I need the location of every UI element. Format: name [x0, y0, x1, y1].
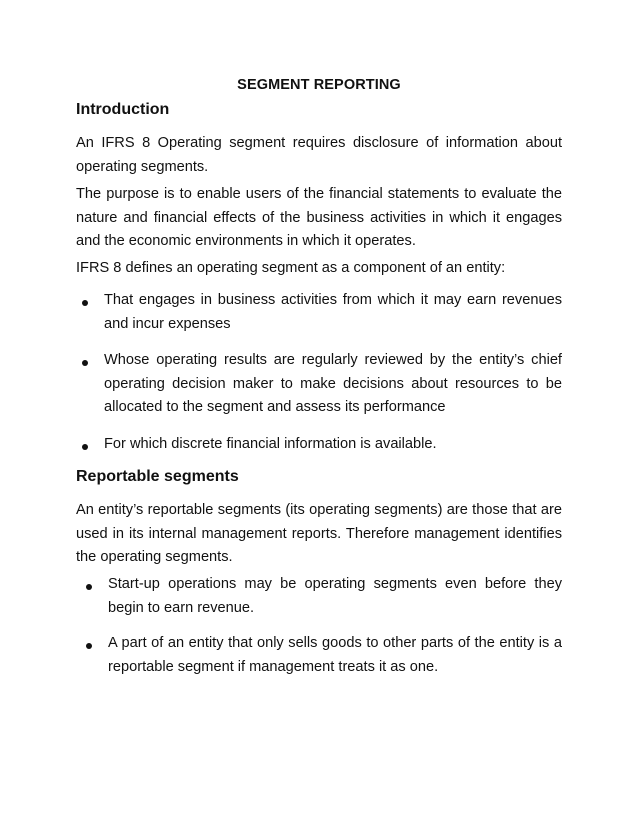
bullet-icon — [82, 300, 88, 306]
bullet-icon — [82, 360, 88, 366]
page-title: SEGMENT REPORTING — [237, 77, 401, 93]
section-heading-introduction: Introduction — [76, 101, 170, 118]
intro-bullet-3: For which discrete financial information is available. — [104, 436, 437, 452]
bullet-icon — [86, 643, 92, 649]
intro-paragraph-1: An IFRS 8 Operating segment requires disclosure of information about operating segments. — [76, 135, 562, 175]
reportable-paragraph-1: An entity’s reportable segments (its operating segments) are those that are used in its internal management reports. Therefore management identifies the operating segments. — [76, 502, 562, 565]
intro-paragraph-2: The purpose is to enable users of the financial statements to evaluate the nature and financial effects of the business activities in which it engages and the economic environments in which it operates. — [76, 186, 562, 249]
reportable-bullet-2: A part of an entity that only sells goods to other parts of the entity is a reportable segment if management treats it as one. — [108, 635, 562, 675]
reportable-bullet-1: Start-up operations may be operating segments even before they begin to earn revenue. — [108, 576, 562, 616]
intro-bullet-1: That engages in business activities from which it may earn revenues and incur expenses — [104, 292, 562, 332]
intro-paragraph-3: IFRS 8 defines an operating segment as a component of an entity: — [76, 260, 506, 276]
section-heading-reportable-segments: Reportable segments — [76, 468, 239, 485]
bullet-icon — [82, 444, 88, 450]
bullet-icon — [86, 584, 92, 590]
intro-bullet-2: Whose operating results are regularly reviewed by the entity’s chief operating decision maker to make decisions about resources to be allocated to the segment and assess its performance — [104, 352, 562, 415]
